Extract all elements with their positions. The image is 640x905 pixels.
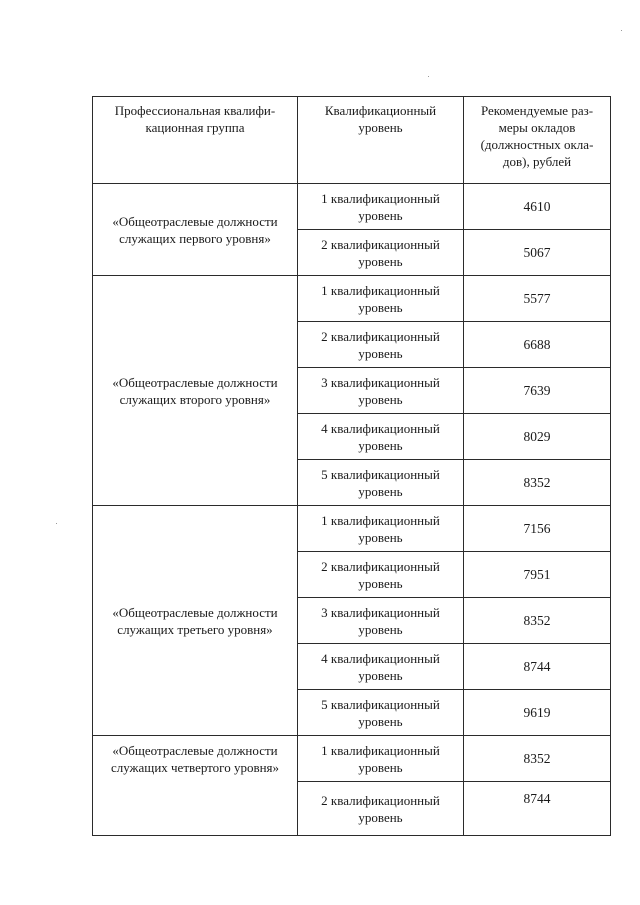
salary-cell: 8352 bbox=[464, 460, 611, 506]
level-cell: 1 квалификационный уровень bbox=[298, 184, 464, 230]
table-row bbox=[93, 276, 611, 322]
level-cell: 2 квалификационный уровень bbox=[298, 230, 464, 276]
header-row bbox=[93, 97, 611, 184]
salary-cell: 4610 bbox=[464, 184, 611, 230]
salary-cell: 7156 bbox=[464, 506, 611, 552]
salary-cell: 5067 bbox=[464, 230, 611, 276]
group-name-cell: «Общеотраслевые должности служащих третьего уровня» bbox=[93, 506, 298, 736]
level-cell: 5 квалификационный уровень bbox=[298, 460, 464, 506]
salary-cell: 8744 bbox=[464, 644, 611, 690]
group-name-cell: «Общеотраслевые должности служащих первого уровня» bbox=[93, 184, 298, 276]
scan-speck bbox=[621, 30, 622, 31]
level-cell: 1 квалификационный уровень bbox=[298, 506, 464, 552]
level-cell: 2 квалификационный уровень bbox=[298, 552, 464, 598]
salary-cell: 8352 bbox=[464, 598, 611, 644]
salary-cell: 7639 bbox=[464, 368, 611, 414]
level-cell: 1 квалификационный уровень bbox=[298, 736, 464, 782]
salary-cell: 5577 bbox=[464, 276, 611, 322]
salary-cell: 8744 bbox=[464, 782, 611, 836]
header-level: Квалификационный уровень bbox=[298, 97, 464, 184]
table-body bbox=[93, 184, 611, 836]
table-header bbox=[93, 97, 611, 184]
salary-cell: 7951 bbox=[464, 552, 611, 598]
scan-speck bbox=[428, 76, 429, 77]
level-cell: 1 квалификационный уровень bbox=[298, 276, 464, 322]
table-row bbox=[93, 736, 611, 782]
group-name-cell: «Общеотраслевые должности служащих четвертого уровня» bbox=[93, 736, 298, 836]
level-cell: 2 квалификационный уровень bbox=[298, 782, 464, 836]
table-row bbox=[93, 184, 611, 230]
salary-cell: 8352 bbox=[464, 736, 611, 782]
header-salary: Рекомендуемые раз- меры окладов (должностных окла- дов), рублей bbox=[464, 97, 611, 184]
salary-cell: 8029 bbox=[464, 414, 611, 460]
salary-cell: 6688 bbox=[464, 322, 611, 368]
level-cell: 2 квалификационный уровень bbox=[298, 322, 464, 368]
salary-table bbox=[92, 96, 611, 836]
level-cell: 3 квалификационный уровень bbox=[298, 598, 464, 644]
salary-cell: 9619 bbox=[464, 690, 611, 736]
level-cell: 3 квалификационный уровень bbox=[298, 368, 464, 414]
header-group: Профессиональная квалифи- кационная группа bbox=[93, 97, 298, 184]
table-row bbox=[93, 506, 611, 552]
group-name-cell: «Общеотраслевые должности служащих второго уровня» bbox=[93, 276, 298, 506]
level-cell: 4 квалификационный уровень bbox=[298, 644, 464, 690]
level-cell: 4 квалификационный уровень bbox=[298, 414, 464, 460]
scan-speck bbox=[56, 523, 57, 524]
level-cell: 5 квалификационный уровень bbox=[298, 690, 464, 736]
